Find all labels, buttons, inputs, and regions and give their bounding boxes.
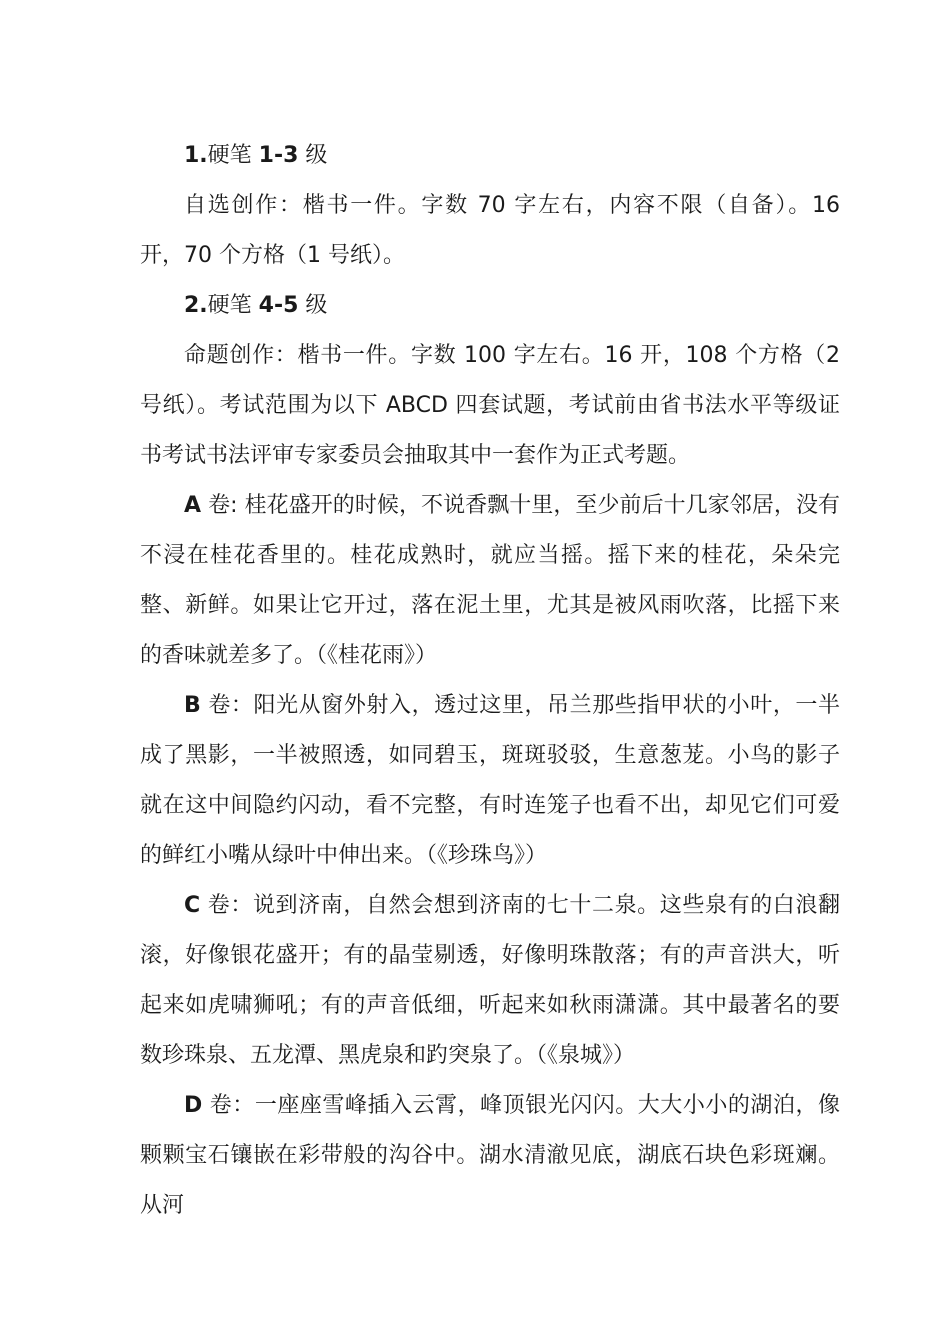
heading-suffix: 级 xyxy=(298,293,328,318)
paper-letter: C xyxy=(184,893,201,918)
paragraph-text: 命题创作：楷书一件。字数 100 字左右。16 开，108 个方格（2 号纸）。考试范围为以下 ABCD 四套试题，考试前由省书法水平等级证书考试书法评审专家委员会抽取其中一套作为正式考题。 xyxy=(140,343,840,468)
paragraph-paper-a xyxy=(140,481,840,681)
paragraph-paper-c xyxy=(140,881,840,1081)
heading-hardpen-level-1-3 xyxy=(140,131,840,181)
paragraph-topic-creation xyxy=(140,331,840,481)
heading-text: 硬笔 xyxy=(207,293,259,318)
paper-letter: D xyxy=(184,1093,203,1118)
paragraph-text: 卷：说到济南，自然会想到济南的七十二泉。这些泉有的白浪翻滚，好像银花盛开；有的晶莹剔透，好像明珠散落；有的声音洪大，听起来如虎啸狮吼；有的声音低细，听起来如秋雨潇潇。其中最著名的要数珍珠泉、五龙潭、黑虎泉和趵突泉了。（《泉城》） xyxy=(140,893,840,1068)
paragraph-paper-b xyxy=(140,681,840,881)
heading-number: 2. xyxy=(184,293,208,318)
heading-level-range: 4-5 xyxy=(258,293,299,318)
paragraph-text: 卷：阳光从窗外射入，透过这里，吊兰那些指甲状的小叶，一半成了黑影，一半被照透，如同碧玉，斑斑驳驳，生意葱茏。小鸟的影子就在这中间隐约闪动，看不完整，有时连笼子也看不出，却见它们可爱的鲜红小嘴从绿叶中伸出来。（《珍珠鸟》） xyxy=(140,693,840,868)
paper-letter: A xyxy=(184,493,202,518)
heading-level-range: 1-3 xyxy=(258,143,299,168)
paragraph-text: 卷: 桂花盛开的时候，不说香飘十里，至少前后十几家邻居，没有不浸在桂花香里的。桂花成熟时，就应当摇。摇下来的桂花，朵朵完整、新鲜。如果让它开过，落在泥土里，尤其是被风雨吹落，比摇下来的香味就差多了。（《桂花雨》） xyxy=(140,493,840,668)
paragraph-text: 卷：一座座雪峰插入云霄，峰顶银光闪闪。大大小小的湖泊，像颗颗宝石镶嵌在彩带般的沟谷中。湖水清澈见底，湖底石块色彩斑斓。从河 xyxy=(140,1093,840,1218)
paragraph-paper-d xyxy=(140,1081,840,1231)
heading-text: 硬笔 xyxy=(207,143,259,168)
heading-hardpen-level-4-5 xyxy=(140,281,840,331)
paragraph-free-creation xyxy=(140,181,840,281)
paragraph-text: 自选创作：楷书一件。字数 70 字左右，内容不限（自备）。16 开，70 个方格（1 号纸）。 xyxy=(140,193,840,268)
paper-letter: B xyxy=(184,693,201,718)
heading-number: 1. xyxy=(184,143,208,168)
document-body xyxy=(140,131,840,1231)
heading-suffix: 级 xyxy=(298,143,328,168)
